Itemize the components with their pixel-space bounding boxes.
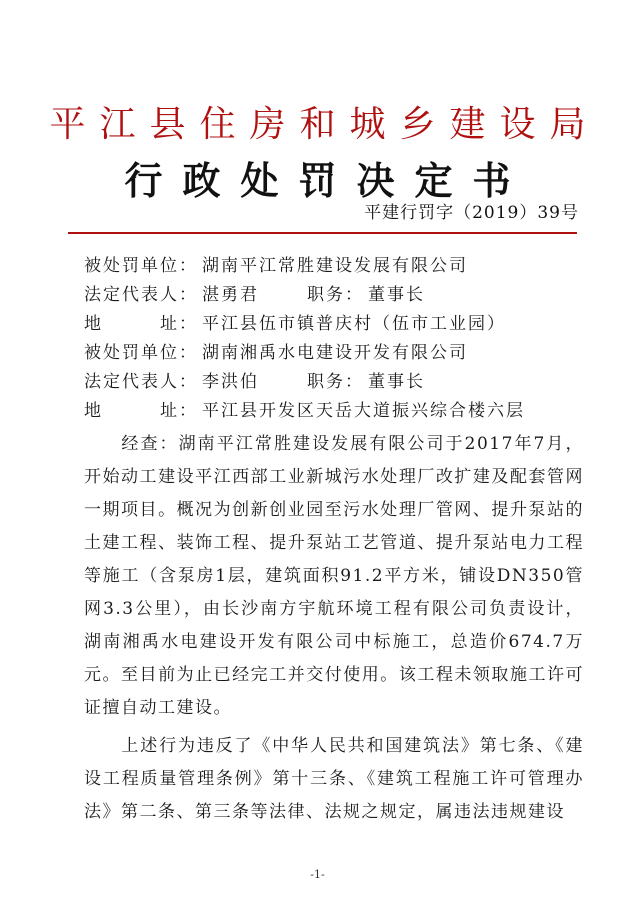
party-row-address-2 — [84, 397, 525, 426]
issuing-authority-title: 平江县住房和城乡建设局 — [49, 104, 600, 145]
party-row-penalized-unit-2 — [84, 339, 525, 368]
penalized-unit-label: 被处罚单位： — [84, 343, 198, 363]
document-title: 行政处罚决定书 — [124, 158, 531, 203]
penalized-unit-label: 被处罚单位： — [84, 256, 198, 276]
position-label: 职务： — [307, 372, 364, 392]
party-info-block — [84, 252, 525, 426]
position-value: 董事长 — [368, 372, 425, 392]
address-label: 地 址： — [84, 314, 198, 334]
legal-rep-label: 法定代表人： — [84, 285, 198, 305]
party-row-legal-rep-1 — [84, 281, 525, 310]
penalized-unit-value: 湖南湘禹水电建设开发有限公司 — [202, 343, 468, 363]
findings-paragraph: 经查：湖南平江常胜建设发展有限公司于2017年7月，开始动工建设平江西部工业新城污水处理厂改扩建及配套管网一期项目。概况为创新创业园至污水处理厂管网、提升泵站的土建工程、装饰工程、提升泵站工艺管道、提升泵站电力工程等施工（含泵房1层，建筑面积91.2平方米，铺设DN350管网3.3公里），由长沙南方宇航环境工程有限公司负责设计，湖南湘禹水电建设开发有限公司中标施工，总造价674.7万元。至目前为止已经完工并交付使用。该工程未领取施工许可证擅自动工建设。 — [84, 434, 584, 718]
penalized-unit-value: 湖南平江常胜建设发展有限公司 — [202, 256, 468, 276]
legal-rep-value: 李洪伯 — [202, 372, 259, 392]
position-value: 董事长 — [368, 285, 425, 305]
party-row-legal-rep-2 — [84, 368, 525, 397]
page-number: -1- — [310, 868, 325, 881]
violation-paragraph: 上述行为违反了《中华人民共和国建筑法》第七条、《建设工程质量管理条例》第十三条、《建筑工程施工许可管理办法》第二条、第三条等法律、法规之规定，属违法违规建设 — [84, 736, 584, 822]
party-row-penalized-unit-1 — [84, 252, 525, 281]
position-label: 职务： — [307, 285, 364, 305]
header-divider — [68, 232, 577, 234]
document-number: 平建行罚字（2019）39号 — [364, 203, 579, 223]
legal-rep-label: 法定代表人： — [84, 372, 198, 392]
address-label: 地 址： — [84, 401, 198, 421]
legal-rep-value: 湛勇君 — [202, 285, 259, 305]
address-value: 平江县开发区天岳大道振兴综合楼六层 — [202, 401, 525, 421]
party-row-address-1 — [84, 310, 525, 339]
address-value: 平江县伍市镇普庆村（伍市工业园） — [202, 314, 506, 334]
